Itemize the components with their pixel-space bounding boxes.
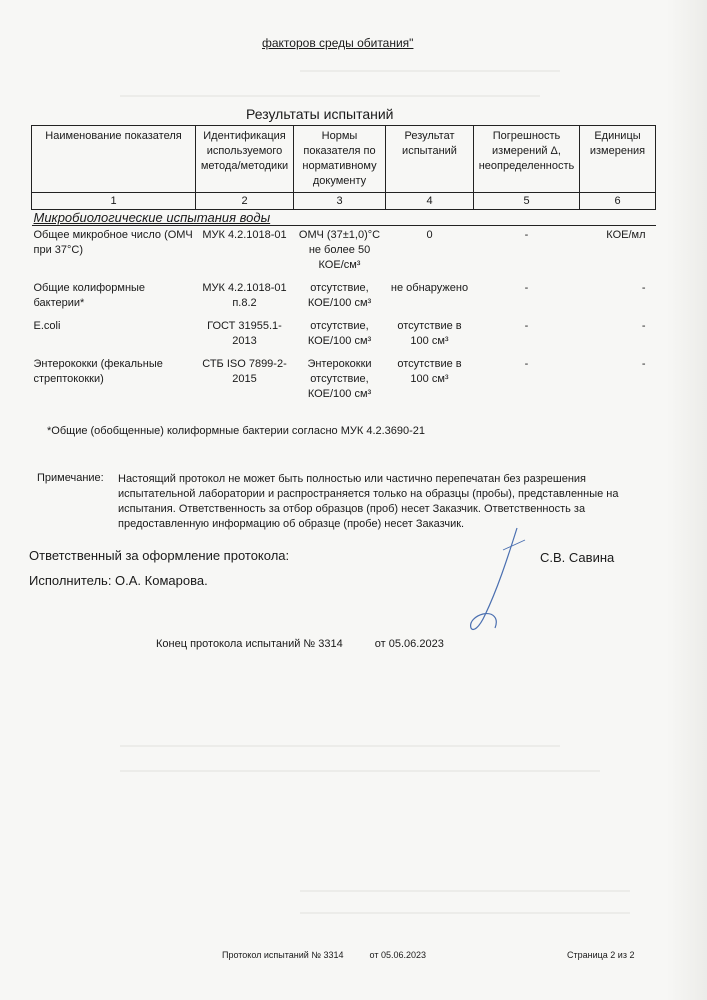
note-text: Настоящий протокол не может быть полностью или частично перепечатан без разрешения испытательной лаборатории и распространяется только на образцы (пробы), представленные на испытания. Ответственность за отбор образцов (проб) несет Заказчик. Ответственность за предоставленную информацию об образце (пробе) несет Заказчик. xyxy=(118,473,619,530)
method: СТБ ISO 7899-2-2015 xyxy=(202,358,287,385)
indicator-name: Энтерококки (фекальные стрептококки) xyxy=(33,358,163,385)
show-through xyxy=(120,95,540,97)
result: 0 xyxy=(426,229,433,241)
result: отсутствие в 100 см³ xyxy=(397,358,462,385)
unit: КОЕ/мл xyxy=(606,229,646,241)
table-row xyxy=(32,226,656,280)
end-label: Конец протокола испытаний № xyxy=(156,638,316,650)
uncertainty: - xyxy=(524,229,529,241)
unit: - xyxy=(641,282,646,294)
norm: отсутствие, КОЕ/100 см³ xyxy=(307,282,372,309)
table-row xyxy=(32,355,656,408)
responsible-name: С.В. Савина xyxy=(540,550,615,565)
show-through xyxy=(120,745,560,747)
table-row xyxy=(32,317,656,355)
norm: ОМЧ (37±1,0)°С не более 50 КОЕ/см³ xyxy=(298,229,381,271)
results-title: Результаты испытаний xyxy=(246,106,394,122)
column-header: Нормы показателя по нормативному документу xyxy=(294,126,386,193)
column-header: Единицы измерения xyxy=(580,126,656,193)
note-label: Примечание: xyxy=(37,472,104,484)
signature xyxy=(445,520,535,650)
show-through xyxy=(300,890,630,892)
column-header: Результат испытаний xyxy=(386,126,474,193)
page-number: Страница 2 из 2 xyxy=(567,950,635,960)
table-row xyxy=(32,279,656,317)
column-header: Погрешность измерений Δ, неопределенность xyxy=(474,126,580,193)
footer-date: 05.06.2023 xyxy=(380,950,427,960)
method: МУК 4.2.1018-01 xyxy=(202,229,287,241)
results-table xyxy=(31,125,656,408)
column-number: 6 xyxy=(580,193,656,210)
footer-protocol xyxy=(222,950,426,960)
column-number: 3 xyxy=(294,193,386,210)
method: ГОСТ 31955.1-2013 xyxy=(207,320,282,347)
norm: Энтерококки отсутствие, КОЕ/100 см³ xyxy=(307,358,372,400)
indicator-name: E.coli xyxy=(33,320,61,332)
header-continued-text: факторов среды обитания" xyxy=(262,36,414,50)
column-header: Идентификация используемого метода/методики xyxy=(196,126,294,193)
indicator-name: Общие колиформные бактерии* xyxy=(33,282,146,309)
footer-protocol-label: Протокол испытаний № xyxy=(222,950,321,960)
column-header: Наименование показателя xyxy=(32,126,196,193)
table-header-row xyxy=(32,126,656,193)
result: не обнаружено xyxy=(390,282,469,294)
column-number: 5 xyxy=(474,193,580,210)
footer-from: от xyxy=(369,950,379,960)
result: отсутствие в 100 см³ xyxy=(397,320,462,347)
uncertainty: - xyxy=(524,320,529,332)
column-number: 4 xyxy=(386,193,474,210)
show-through xyxy=(120,770,600,772)
section-title: Микробиологические испытания воды xyxy=(33,210,271,225)
show-through xyxy=(300,912,630,914)
uncertainty: - xyxy=(524,358,529,370)
end-of-protocol xyxy=(156,638,444,650)
norm: отсутствие, КОЕ/100 см³ xyxy=(307,320,372,347)
end-date: 05.06.2023 xyxy=(388,638,444,650)
unit: - xyxy=(641,358,646,370)
section-row xyxy=(32,210,656,226)
executor: Исполнитель: О.А. Комарова. xyxy=(29,573,208,588)
column-number: 1 xyxy=(32,193,196,210)
column-number: 2 xyxy=(196,193,294,210)
end-from: от xyxy=(374,638,386,650)
end-number: 3314 xyxy=(318,638,343,650)
method: МУК 4.2.1018-01 п.8.2 xyxy=(202,282,287,309)
column-number-row xyxy=(32,193,656,210)
uncertainty: - xyxy=(524,282,529,294)
footer-number: 3314 xyxy=(323,950,344,960)
responsible-label: Ответственный за оформление протокола: xyxy=(29,548,290,563)
footnote: *Общие (обобщенные) колиформные бактерии согласно МУК 4.2.3690-21 xyxy=(47,425,426,437)
page-edge xyxy=(667,0,707,1000)
indicator-name: Общее микробное число (ОМЧ при 37°С) xyxy=(33,229,193,256)
unit: - xyxy=(641,320,646,332)
show-through xyxy=(300,70,560,72)
